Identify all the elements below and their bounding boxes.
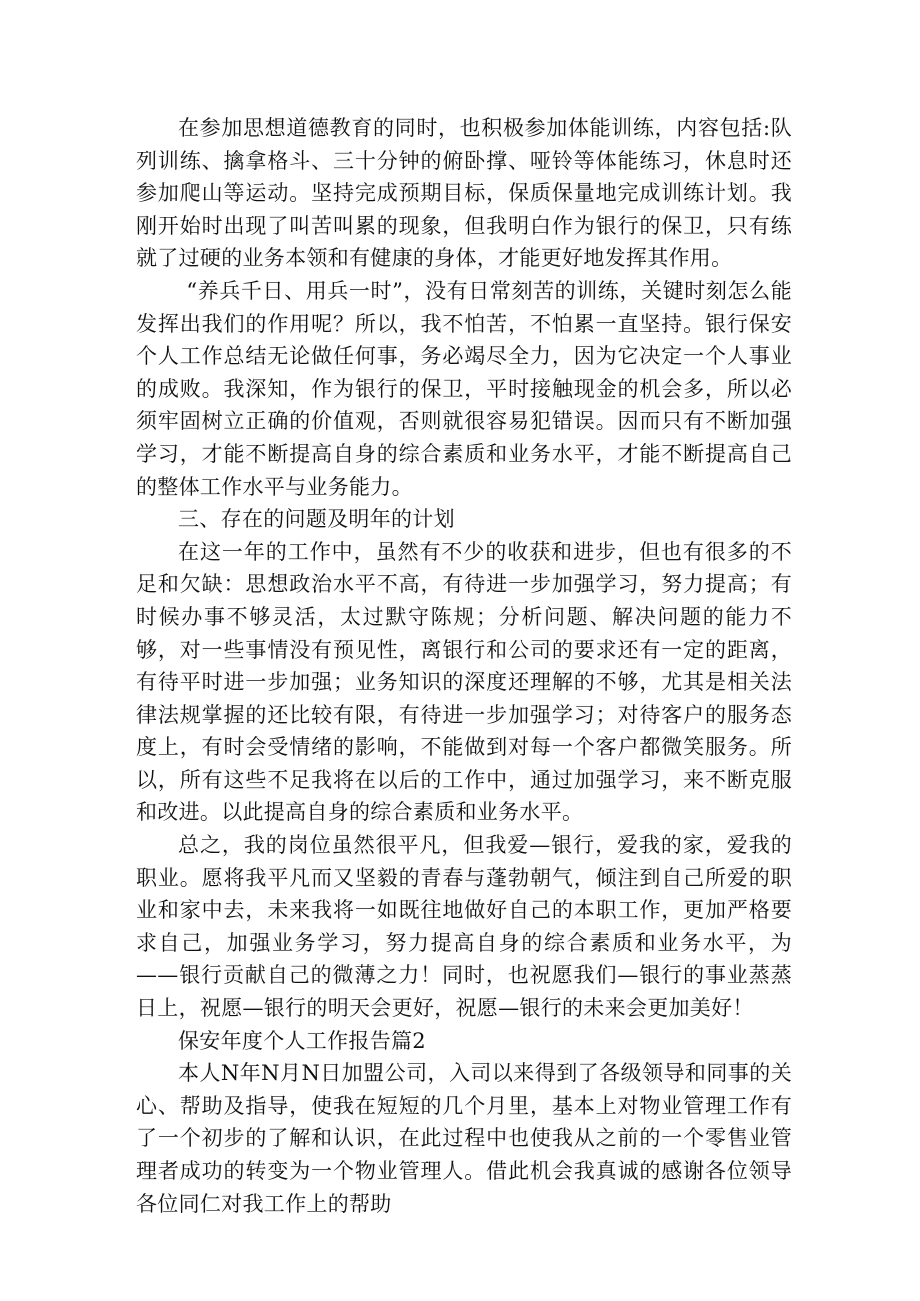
- report-title-part-2: 保安年度个人工作报告篇2: [178, 1028, 426, 1053]
- section-heading-problems-plans: 三、存在的问题及明年的计划: [178, 507, 455, 532]
- paragraph-perseverance: “养兵千日、用兵一时”，没有日常刻苦的训练，关键时刻怎么能发挥出我们的作用呢？所以，我不怕苦，不怕累一直坚持。银行保安个人工作总结无论做任何事，务必竭尽全力，因为它决定一个人事业的成败。我深知，作为银行的保卫，平时接触现金的机会多，所以必须牢固树立正确的价值观，否则就很容易犯错误。因而只有不断加强学习，才能不断提高自身的综合素质和业务水平，才能不断提高自己的整体工作水平与业务能力。: [136, 278, 792, 499]
- paragraph-training: 在参加思想道德教育的同时，也积极参加体能训练，内容包括:队列训练、擒拿格斗、三十分钟的俯卧撑、哑铃等体能练习，休息时还参加爬山等运动。坚持完成预期目标，保质保量地完成训练计划。我刚开始时出现了叫苦叫累的现象，但我明白作为银行的保卫，只有练就了过硬的业务本领和有健康的身体，才能更好地发挥其作用。: [136, 116, 792, 271]
- paragraph-conclusion: 总之，我的岗位虽然很平凡，但我爱—银行，爱我的家，爱我的职业。愿将我平凡而又坚毅的青春与蓬勃朝气，倾注到自己所爱的职业和家中去，未来我将一如既往地做好自己的本职工作，更加严格要求自己，加强业务学习，努力提高自身的综合素质和业务水平，为——银行贡献自己的微薄之力！同时，也祝愿我们—银行的事业蒸蒸日上，祝愿—银行的明天会更好，祝愿—银行的未来会更加美好！: [136, 833, 792, 1021]
- paragraph-introduction: 本人N年N月N日加盟公司，入司以来得到了各级领导和同事的关心、帮助及指导，使我在短短的几个月里，基本上对物业管理工作有了一个初步的了解和认识，在此过程中也使我从之前的一个零售业管理者成功的转变为一个物业管理人。借此机会我真诚的感谢各位领导各位同仁对我工作上的帮助: [136, 1061, 792, 1216]
- paragraph-shortcomings: 在这一年的工作中，虽然有不少的收获和进步，但也有很多的不足和欠缺：思想政治水平不高，有待进一步加强学习，努力提高；有时候办事不够灵活，太过默守陈规；分析问题、解决问题的能力不够，对一些事情没有预见性，离银行和公司的要求还有一定的距离，有待平时进一步加强；业务知识的深度还理解的不够，尤其是相关法律法规掌握的还比较有限，有待进一步加强学习；对待客户的服务态度上，有时会受情绪的影响，不能做到对每一个客户都微笑服务。所以，所有这些不足我将在以后的工作中，通过加强学习，来不断克服和改进。以此提高自身的综合素质和业务水平。: [136, 539, 792, 825]
- document-body: [136, 112, 792, 1220]
